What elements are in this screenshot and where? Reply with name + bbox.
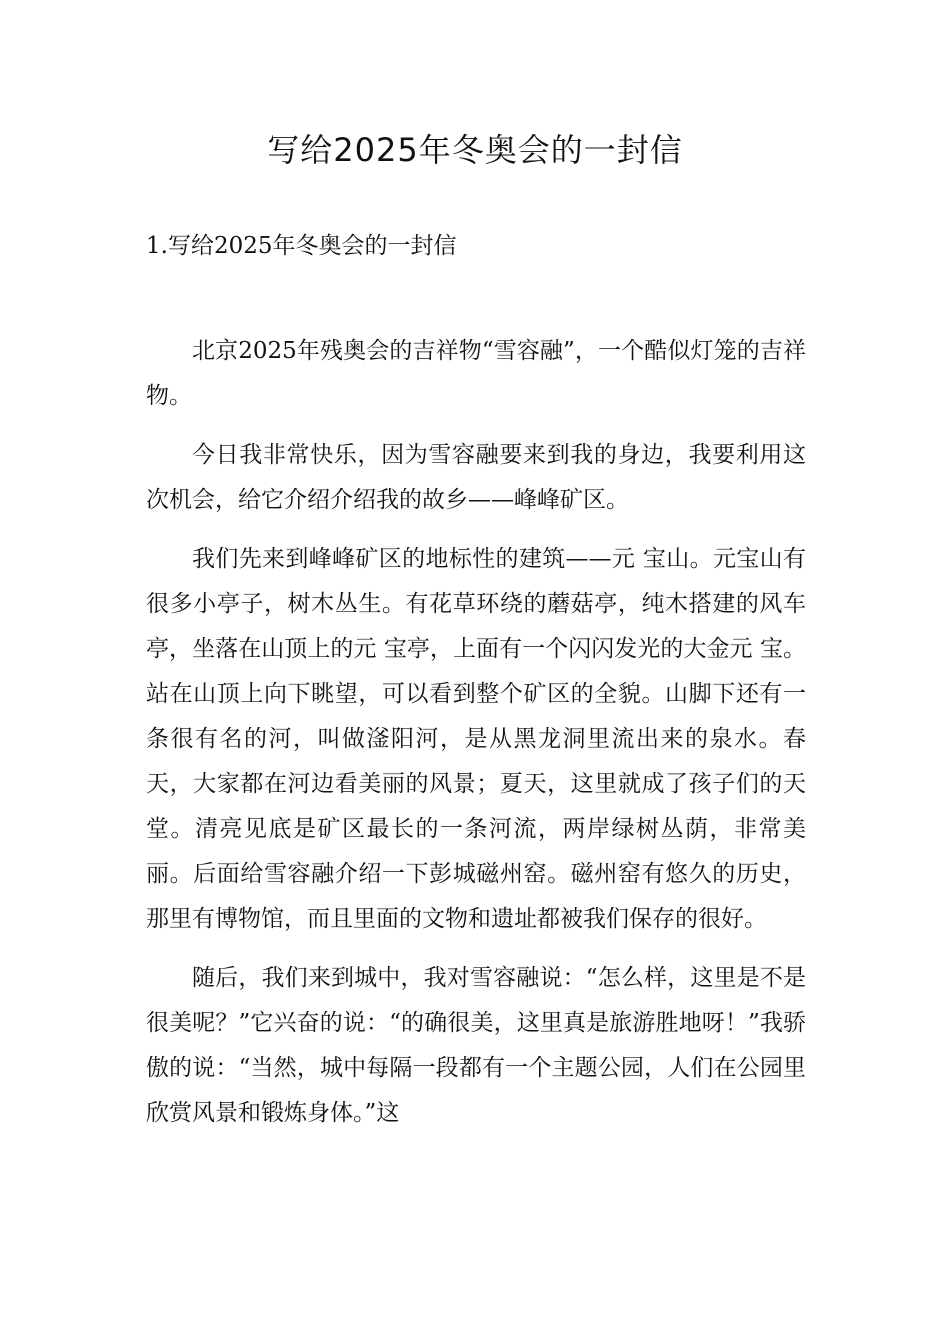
document-title: 写给2025年冬奥会的一封信	[267, 131, 683, 169]
paragraph: 今日我非常快乐，因为雪容融要来到我的身边，我要利用这次机会，给它介绍介绍我的故乡——峰峰矿区。	[146, 442, 806, 513]
paragraph: 北京2025年残奥会的吉祥物“雪容融”，一个酷似灯笼的吉祥物。	[146, 338, 806, 409]
body-text	[146, 329, 806, 1150]
paragraph: 我们先来到峰峰矿区的地标性的建筑——元 宝山。元宝山有很多小亭子，树木丛生。有花草环绕的蘑菇亭，纯木搭建的风车亭，坐落在山顶上的元 宝亭，上面有一个闪闪发光的大金元 宝。站在山顶上向下眺望，可以看到整个矿区的全貌。山脚下还有一条很有名的河，叫做滏阳河，是从黑龙洞里流出来的泉水。春天，大家都在河边看美丽的风景；夏天，这里就成了孩子们的天堂。清亮见底是矿区最长的一条河流，两岸绿树丛荫，非常美丽。后面给雪容融介绍一下彭城磁州窑。磁州窑有悠久的历史，那里有博物馆，而且里面的文物和遗址都被我们保存的很好。	[146, 546, 806, 932]
section-heading: 1.写给2025年冬奥会的一封信	[146, 233, 457, 259]
paragraph: 随后，我们来到城中，我对雪容融说：“怎么样，这里是不是很美呢？”它兴奋的说：“的确很美，这里真是旅游胜地呀！”我骄傲的说：“当然，城中每隔一段都有一个主题公园，人们在公园里欣赏风景和锻炼身体。”这	[146, 965, 806, 1126]
